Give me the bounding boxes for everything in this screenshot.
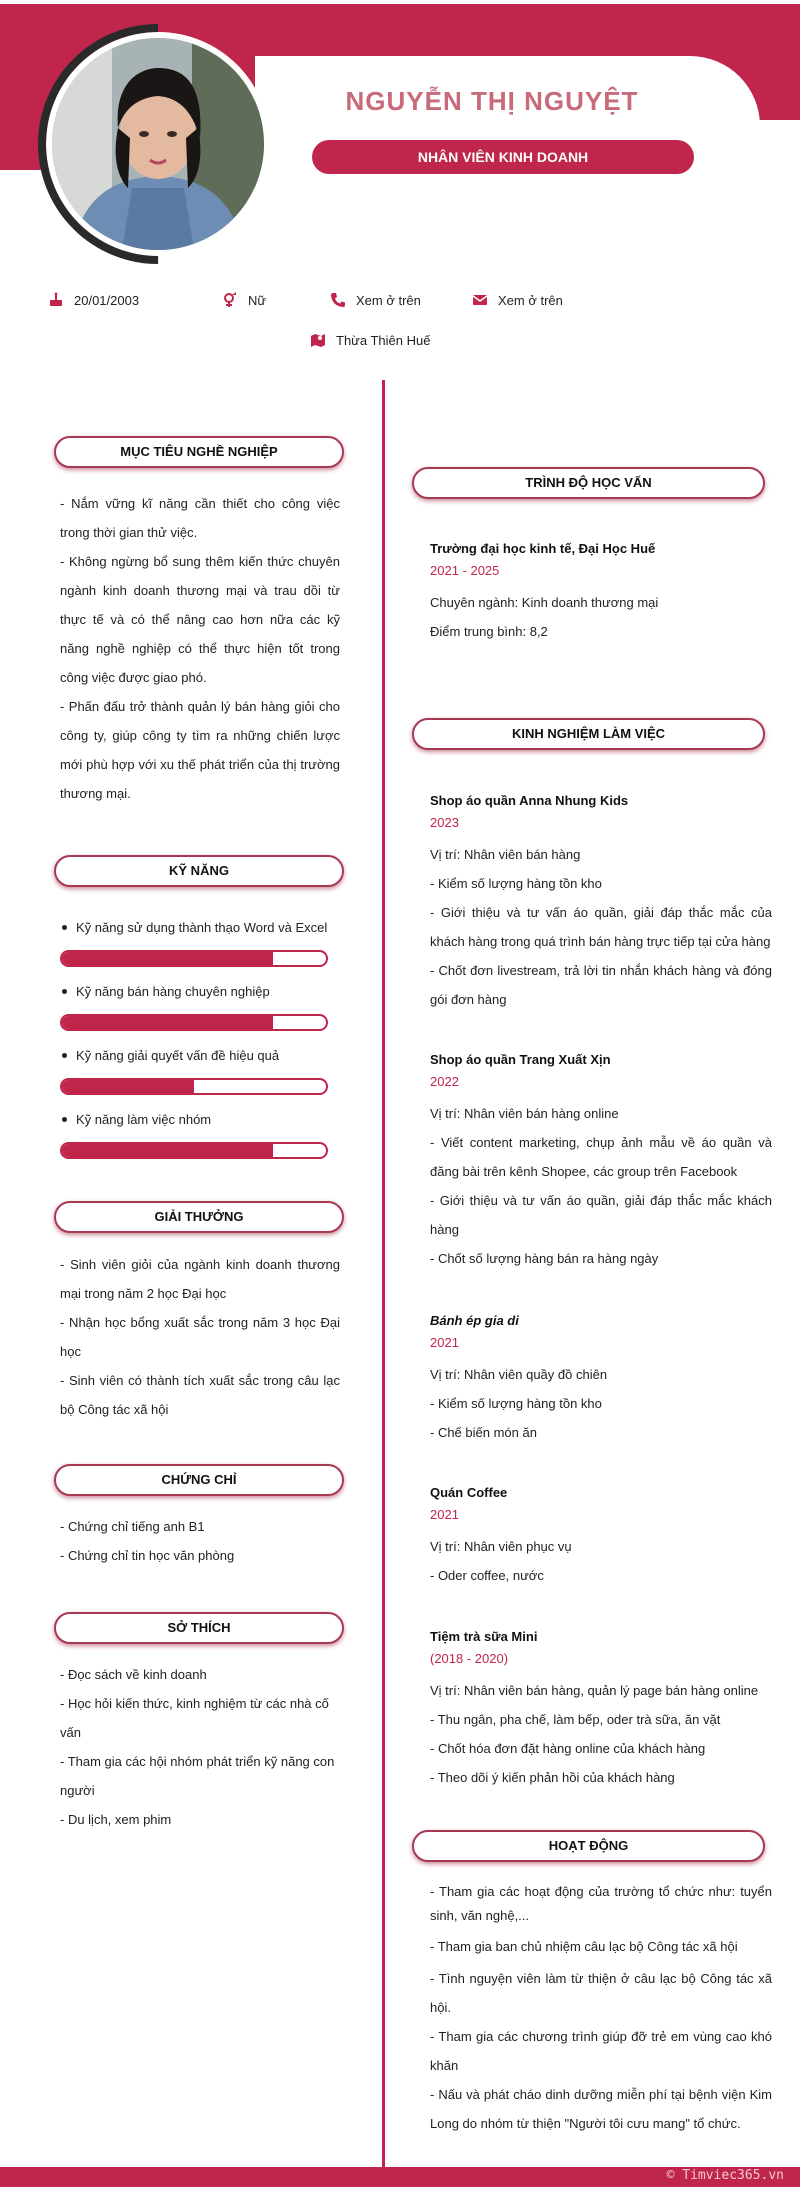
awards-text [60,1250,340,1424]
gender-icon [222,292,238,308]
job-line: Vị trí: Nhân viên bán hàng, quản lý page bán hàng online [430,1683,759,1698]
job-line: - Giới thiệu và tư vấn áo quần, giải đáp thắc mắc của khách hàng trong quá trình bán hàng trực tiếp tại cửa hàng [430,905,772,949]
job-line: - Viết content marketing, chụp ảnh mẫu về áo quần và đăng bài trên kênh Shopee, các group trên Facebook [430,1135,772,1179]
certificate-line: - Chứng chỉ tiếng anh B1 [60,1519,205,1534]
activity-line: - Nấu và phát cháo dinh dưỡng miễn phí tại bệnh viện Kim Long do nhóm từ thiện "Người tôi cưu mang" tổ chức. [430,2087,772,2131]
hobby-line: - Du lịch, xem phim [60,1812,172,1827]
gender-info [222,292,266,308]
job-company: Shop áo quần Trang Xuất Xịn [430,1052,611,1067]
phone-info [330,292,421,308]
skill-level-bar [60,1014,328,1031]
job-entry [430,1049,772,1273]
email-icon [472,292,488,308]
activity-line: - Tình nguyện viên làm từ thiện ở câu lạc bộ Công tác xã hội. [430,1971,772,2015]
job-line: - Oder coffee, nước [430,1568,544,1583]
address-info [310,332,430,348]
skill-item [60,1046,330,1095]
job-line: - Kiểm số lượng hàng tồn kho [430,876,602,891]
objective-text [60,489,340,808]
job-company: Tiệm trà sữa Mini [430,1629,538,1644]
award-line: - Sinh viên có thành tích xuất sắc trong câu lạc bộ Công tác xã hội [60,1373,340,1417]
hobbies-heading: SỞ THÍCH [54,1612,344,1644]
phone-icon [330,292,346,308]
avatar [52,38,264,250]
job-date: 2021 [430,1507,459,1522]
column-divider [382,380,385,2170]
phone-text: Xem ở trên [356,292,421,308]
objective-line: - Không ngừng bổ sung thêm kiến thức chuyên ngành kinh doanh thương mại và trau dồi từ thực tế và có thể nâng cao hơn nữa các kỹ năng nghề nghiệp có thể thực hiện tốt trong công việc được giao phó. [60,554,340,685]
activity-line: - Tham gia các hoạt động của trường tổ chức như: tuyển sinh, văn nghệ,... [430,1884,772,1923]
award-line: - Sinh viên giỏi của ngành kinh doanh thương mại trong năm 2 học Đại học [60,1257,340,1301]
skill-level-fill [62,952,273,965]
activities-block [430,1880,772,2138]
objective-heading: MỤC TIÊU NGHỀ NGHIỆP [54,436,344,468]
hobby-line: - Học hỏi kiến thức, kinh nghiệm từ các nhà cố vấn [60,1696,329,1740]
job-line: - Kiểm số lượng hàng tồn kho [430,1396,602,1411]
skill-level-bar [60,1078,328,1095]
job-line: - Chốt số lượng hàng bán ra hàng ngày [430,1251,659,1266]
activities-heading: HOẠT ĐỘNG [412,1830,765,1862]
skill-level-fill [62,1144,273,1157]
objective-line: - Phấn đấu trở thành quản lý bán hàng giỏi cho công ty, giúp công ty tìm ra những chiến lược mới phù hợp với xu thế phát triển của thị trường thương mại. [60,699,340,801]
skill-item [60,1110,330,1159]
hobbies-text [60,1660,340,1834]
activity-line: - Tham gia ban chủ nhiệm câu lạc bộ Công tác xã hội [430,1939,738,1954]
activity-line: - Tham gia các chương trình giúp đỡ trẻ em vùng cao khó khăn [430,2029,772,2073]
job-line: Vị trí: Nhân viên quầy đồ chiên [430,1367,608,1382]
education-block [430,538,772,646]
gender-text: Nữ [248,292,267,308]
job-line: Vị trí: Nhân viên bán hàng [430,847,581,862]
education-heading: TRÌNH ĐỘ HỌC VẤN [412,467,765,499]
skill-label: Kỹ năng làm việc nhóm [60,1110,330,1130]
job-entry [430,790,772,1014]
job-line: - Giới thiệu và tư vấn áo quần, giải đáp thắc mắc khách hàng [430,1193,772,1237]
job-date: (2018 - 2020) [430,1651,509,1666]
candidate-name: NGUYỄN THỊ NGUYỆT [345,86,639,116]
experience-heading: KINH NGHIỆM LÀM VIỆC [412,718,765,750]
awards-heading: GIẢI THƯỞNG [54,1201,344,1233]
job-company: Shop áo quần Anna Nhung Kids [430,793,629,808]
award-line: - Nhận học bổng xuất sắc trong năm 3 học Đại học [60,1315,340,1359]
job-entry [430,1626,772,1792]
job-line: - Chốt hóa đơn đặt hàng online của khách hàng [430,1741,706,1756]
skill-level-fill [62,1080,194,1093]
birthday-cake-icon [48,292,64,308]
hobby-line: - Tham gia các hội nhóm phát triển kỹ năng con người [60,1754,335,1798]
job-line: - Thu ngân, pha chế, làm bếp, oder trà sữa, ăn vặt [430,1712,721,1727]
hobby-line: - Đọc sách về kinh doanh [60,1667,207,1682]
education-line: Chuyên ngành: Kinh doanh thương mại [430,595,659,610]
certificate-line: - Chứng chỉ tin học văn phòng [60,1548,235,1563]
job-entry [430,1482,772,1590]
job-line: - Theo dõi ý kiến phản hồi của khách hàng [430,1770,675,1785]
job-company: Quán Coffee [430,1485,508,1500]
certificates-text [60,1512,340,1570]
job-entry [430,1310,772,1447]
job-company: Bánh ép gia di [430,1313,519,1328]
job-date: 2022 [430,1074,459,1089]
skills-heading: KỸ NĂNG [54,855,344,887]
skill-level-bar [60,950,328,967]
watermark-text: © Timviec365.vn [666,2168,784,2183]
map-pin-icon [310,332,326,348]
birthday-info [48,292,139,308]
certificates-heading: CHỨNG CHỈ [54,1464,344,1496]
skill-label: Kỹ năng sử dụng thành thạo Word và Excel [60,918,330,938]
avatar-photo [52,38,264,250]
skill-item [60,918,330,967]
job-line: Vị trí: Nhân viên bán hàng online [430,1106,619,1121]
education-line: Điểm trung bình: 8,2 [430,624,548,639]
skill-level-bar [60,1142,328,1159]
job-date: 2023 [430,815,459,830]
objective-line: - Nắm vững kĩ năng cần thiết cho công việc trong thời gian thử việc. [60,496,340,540]
email-text: Xem ở trên [498,292,563,308]
job-line: Vị trí: Nhân viên phục vụ [430,1539,572,1554]
skill-level-fill [62,1016,273,1029]
skill-label: Kỹ năng giải quyết vấn đề hiệu quả [60,1046,330,1066]
education-date: 2021 - 2025 [430,563,500,578]
school-name: Trường đại học kinh tế, Đại Học Huế [430,541,656,556]
skill-item [60,982,330,1031]
job-line: - Chốt đơn livestream, trả lời tin nhắn khách hàng và đóng gói đơn hàng [430,963,772,1007]
job-date: 2021 [430,1335,459,1350]
skill-label: Kỹ năng bán hàng chuyên nghiệp [60,982,330,1002]
job-line: - Chế biến món ăn [430,1425,537,1440]
birthday-text: 20/01/2003 [74,292,140,308]
email-info [472,292,563,308]
address-text: Thừa Thiên Huế [336,332,431,348]
job-position-badge: NHÂN VIÊN KINH DOANH [312,140,694,174]
